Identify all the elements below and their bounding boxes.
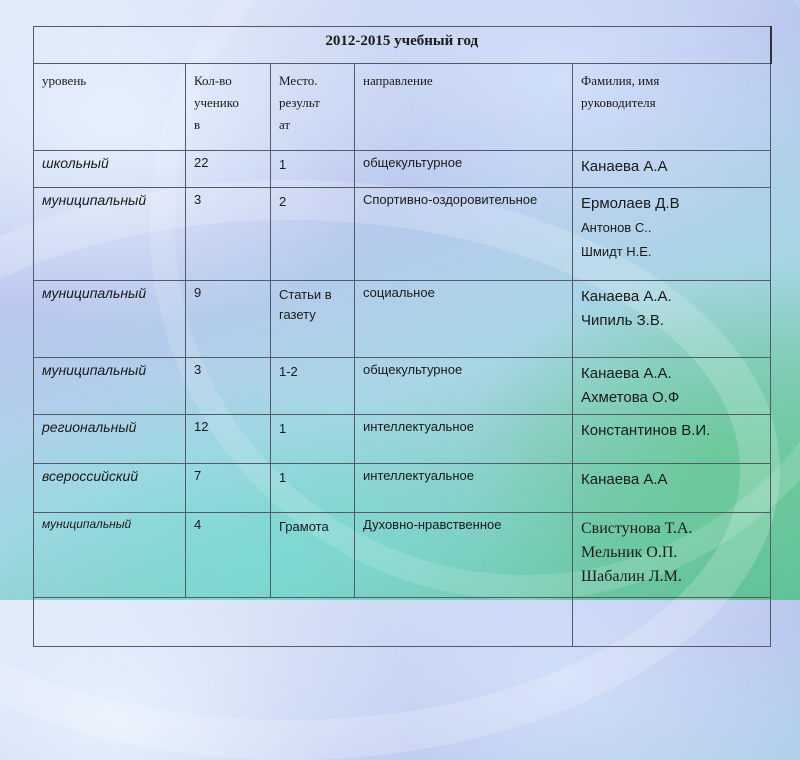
table-row xyxy=(34,513,771,598)
table-row xyxy=(34,415,771,464)
cell-place: Статьи в газету xyxy=(271,281,355,358)
table-row xyxy=(34,151,771,188)
cell-count: 3 xyxy=(186,188,271,281)
cell-leader: Канаева А.А xyxy=(573,464,771,513)
cell-place: 2 xyxy=(271,188,355,281)
cell-count: 3 xyxy=(186,358,271,415)
cell-count: 4 xyxy=(186,513,271,598)
cell-level: муниципальный xyxy=(34,188,186,281)
cell-direction: Спортивно-оздоровительное xyxy=(355,188,573,281)
cell-leader: Константинов В.И. xyxy=(573,415,771,464)
cell-direction: интеллектуальное xyxy=(355,415,573,464)
cell-place: 1 xyxy=(271,415,355,464)
header-direction: направление xyxy=(355,64,573,151)
cell-direction: социальное xyxy=(355,281,573,358)
cell-place: 1 xyxy=(271,464,355,513)
table-row-empty xyxy=(34,598,771,647)
cell-level: муниципальный xyxy=(34,358,186,415)
cell-leader: Ермолаев Д.В Антонов С.. Шмидт Н.Е. xyxy=(573,188,771,281)
table-row xyxy=(34,464,771,513)
cell-level: школьный xyxy=(34,151,186,188)
cell-count: 22 xyxy=(186,151,271,188)
cell-level: муниципальный xyxy=(34,281,186,358)
cell-level: региональный xyxy=(34,415,186,464)
cell-place: 1 xyxy=(271,151,355,188)
header-count: Кол-во ученико в xyxy=(186,64,271,151)
results-table xyxy=(33,26,772,647)
header-place: Место. результ ат xyxy=(271,64,355,151)
table-row xyxy=(34,188,771,281)
empty-cell xyxy=(34,598,573,647)
cell-place: Грамота xyxy=(271,513,355,598)
cell-direction: общекультурное xyxy=(355,151,573,188)
cell-level: всероссийский xyxy=(34,464,186,513)
cell-direction: Духовно-нравственное xyxy=(355,513,573,598)
cell-count: 7 xyxy=(186,464,271,513)
cell-level: муниципальный xyxy=(34,513,186,598)
cell-leader: Свистунова Т.А. Мельник О.П. Шабалин Л.М. xyxy=(573,513,771,598)
header-leader: Фамилия, имя руководителя xyxy=(573,64,771,151)
table-row xyxy=(34,281,771,358)
cell-count: 12 xyxy=(186,415,271,464)
cell-leader: Канаева А.А. Ахметова О.Ф xyxy=(573,358,771,415)
table-title: 2012-2015 учебный год xyxy=(34,27,771,64)
cell-place: 1-2 xyxy=(271,358,355,415)
cell-direction: общекультурное xyxy=(355,358,573,415)
cell-direction: интеллектуальное xyxy=(355,464,573,513)
empty-cell xyxy=(573,598,771,647)
header-level: уровень xyxy=(34,64,186,151)
cell-leader: Канаева А.А xyxy=(573,151,771,188)
cell-leader: Канаева А.А. Чипиль З.В. xyxy=(573,281,771,358)
cell-count: 9 xyxy=(186,281,271,358)
table-row xyxy=(34,358,771,415)
